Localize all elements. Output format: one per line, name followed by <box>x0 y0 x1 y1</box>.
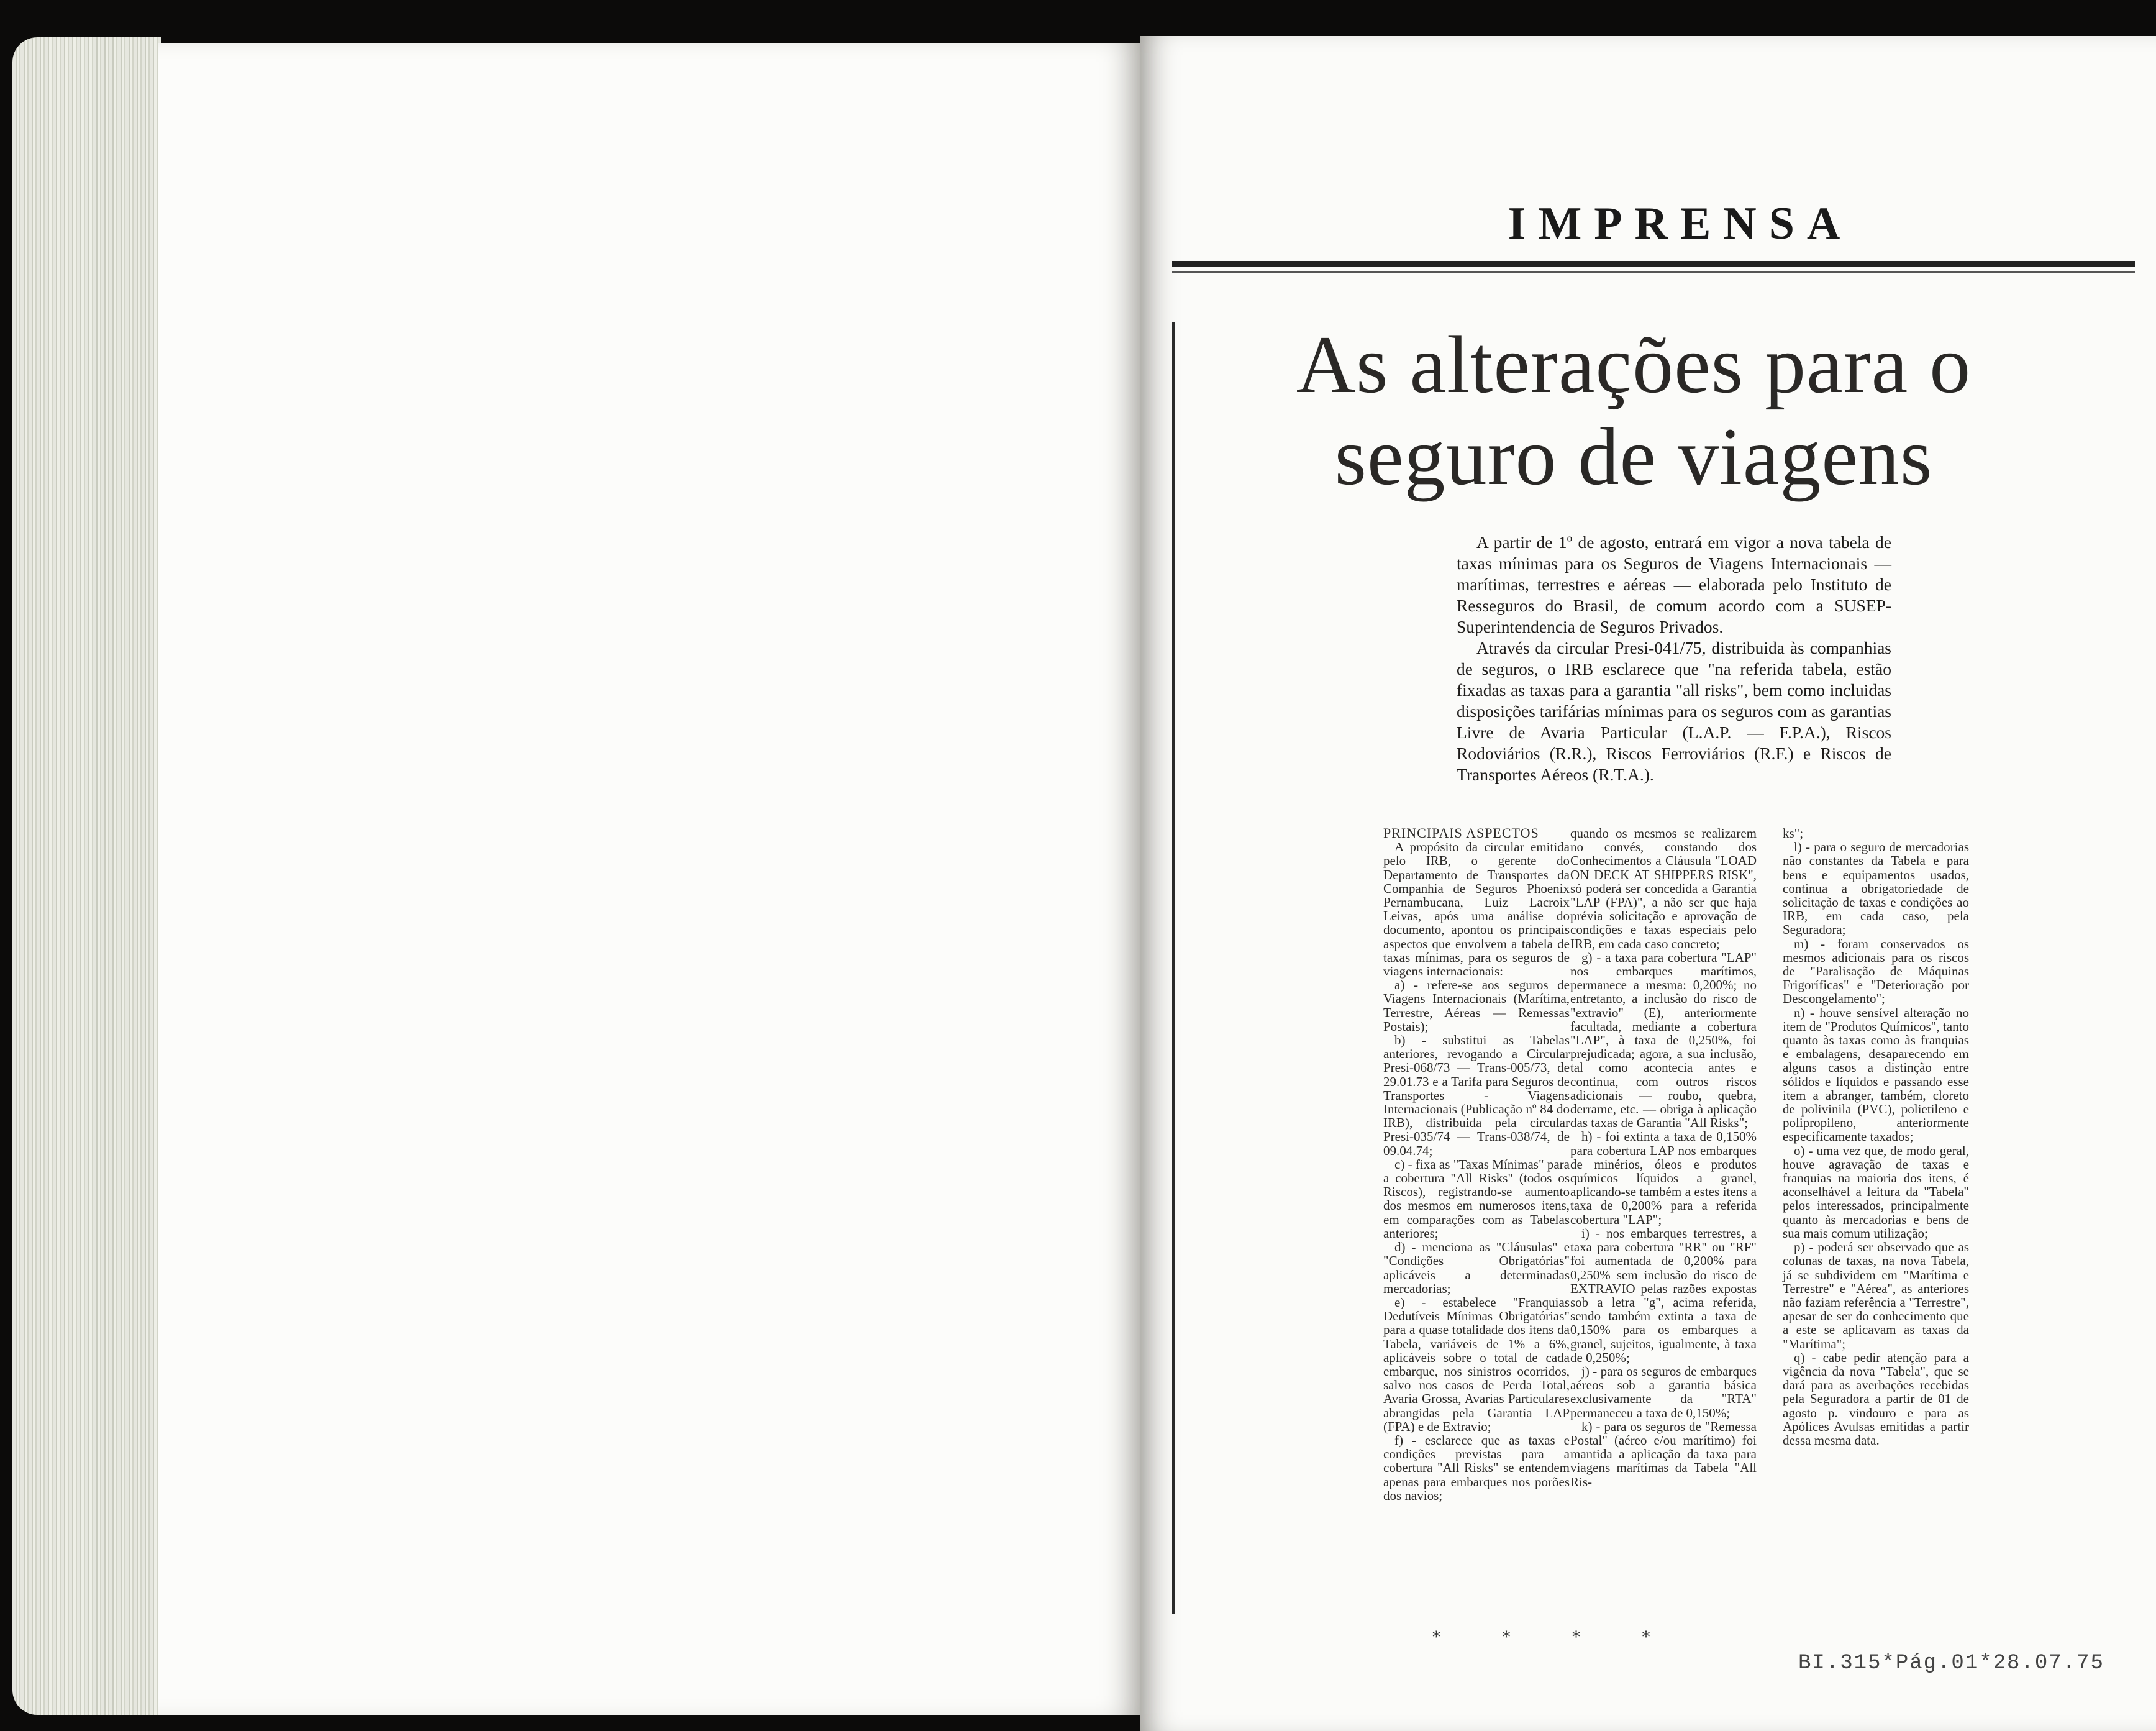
book-page-edges <box>12 37 161 1715</box>
column-paragraph: m) - foram conservados os mesmos adicionais para os riscos de "Paralisação de Máquinas Frigoríficas" e "Deterioração por Descongelamento"; <box>1783 936 1969 1007</box>
column-subhead: PRINCIPAIS ASPECTOS <box>1383 825 1539 841</box>
article-headline <box>1245 319 2022 503</box>
lead-paragraph: A partir de 1º de agosto, entrará em vigor a nova tabela de taxas mínimas para os Seguros de Viagens Internacionais — marítimas, terrestres e aéreas — elaborada pelo Instituto de Resseguros do Brasil, de comum acordo com a SUSEP-Superintendencia de Seguros Privados. <box>1457 532 1891 636</box>
column-paragraph: p) - poderá ser observado que as colunas de taxas, na nova Tabela, já se subdividem em "Marítima e Terrestre" e "Aérea", as anteriores não faziam referência a "Terrestre", apesar de ser do conhecimento que a este se aplicavam as taxas da "Marítima"; <box>1783 1240 1969 1351</box>
column-paragraph: q) - cabe pedir atenção para a vigência da nova "Tabela", que se dará para as averbações recebidas pela Seguradora a partir de 01 de agosto p. vindouro e para as Apólices Avulsas emitidas a partir dessa mesma data. <box>1783 1350 1969 1448</box>
column-paragraph: l) - para o seguro de mercadorias não constantes da Tabela e para bens e equipamentos usados, continua a obrigatoriedade de solicitação de taxas e condições ao IRB, em cada caso, pela Seguradora; <box>1783 839 1969 938</box>
column-paragraph: j) - para os seguros de embarques aéreos sob a garantia básica exclusivamente da "RTA" permaneceu a taxa de 0,150%; <box>1570 1363 1757 1420</box>
column-paragraph: g) - a taxa para cobertura "LAP" nos embarques marítimos, permanece a mesma: 0,200%; no entretanto, a inclusão do risco de "extravio" (E), anteriormente facultada, mediante a cobertura "LAP", à taxa de 0,250%, foi prejudicada; agora, a sua inclusão, tal como acontecia antes e continua, com outros riscos adicionais — roubo, quebra, derrame, etc. — obriga à aplicação das taxas de Garantia "All Risks"; <box>1570 949 1757 1131</box>
column-paragraph: o) - uma vez que, de modo geral, houve agravação de taxas e franquias na maioria dos itens, é aconselhável a leitura da "Tabela" pelos interessados, principalmente quanto às mercadorias e bens de sua mais comum utilização; <box>1783 1143 1969 1241</box>
column-paragraph: c) - fixa as "Taxas Mínimas" para a cobertura "All Risks" (todos os Riscos), registrando-se aumento dos mesmos em numerosos itens, em comparações com as Tabelas anteriores; <box>1383 1156 1570 1241</box>
column-paragraph: k) - para os seguros de "Remessa Postal" (aéreo e/ou marítimo) foi mantida a aplicação da taxa para viagens marítimas da Tabela "All Ris- <box>1570 1418 1757 1489</box>
column-paragraph: d) - menciona as "Cláusulas" e "Condições Obrigatórias" aplicáveis a determinadas mercadorias; <box>1383 1240 1570 1296</box>
column-paragraph: f) - esclarece que as taxas e condições previstas para a cobertura "All Risks" se entendem apenas para embarques nos porões dos navios; <box>1383 1432 1570 1503</box>
column-paragraph: a) - refere-se aos seguros de Viagens Internacionais (Marítima, Terrestre, Aéreas — Remessas Postais); <box>1383 977 1570 1034</box>
page-footer-reference: BI.315*Pág.01*28.07.75 <box>1798 1651 2104 1675</box>
right-page <box>1140 36 2156 1731</box>
column-paragraph: n) - houve sensível alteração no item de "Produtos Químicos", tanto quanto às taxas como às franquias e embalagens, desaparecendo em alguns casos a distinção entre sólidos e líquidos e passando esse item a abranger, também, cloreto de polivinila (PVC), polietileno e polipropileno, anteriormente especificamente taxados; <box>1783 1005 1969 1144</box>
header-rule-thick <box>1172 261 2135 267</box>
article-lead <box>1457 532 1891 785</box>
column-paragraph: quando os mesmos se realizarem no convés, constando dos Conhecimentos a Cláusula "LOAD ON DECK AT SHIPPERS RISK", só poderá ser concedida a Garantia "LAP (FPA)", a não ser que haja prévia solicitação e aprovação de condições e taxas especiais pelo IRB, em cada caso concreto; <box>1570 826 1757 951</box>
article-column-2 <box>1570 826 1757 1489</box>
headline-line-1: As alterações para o <box>1296 319 1972 410</box>
header-rule-thin <box>1172 271 2135 273</box>
column-paragraph: i) - nos embarques terrestres, a taxa para cobertura "RR" ou "RF" foi aumentada de 0,200% para 0,250% sem inclusão do risco de EXTRAVIO pelas razões expostas sob a letra "g", acima referida, sendo também extinta a taxa de 0,150% para os embarques a granel, sujeitos, igualmente, à taxa de 0,250%; <box>1570 1225 1757 1365</box>
column-paragraph: b) - substitui as Tabelas anteriores, revogando a Circular Presi-068/73 — Trans-005/73, de 29.01.73 e a Tarifa para Seguros de Transportes - Viagens Internacionais (Publicação nº 84 do IRB), distribuida pela circular Presi-035/74 — Trans-038/74, de 09.04.74; <box>1383 1033 1570 1158</box>
article-column-1 <box>1383 826 1570 1502</box>
lead-paragraph: Através da circular Presi-041/75, distribuida às companhias de seguros, o IRB esclarece que "na referida tabela, estão fixadas as taxas para a garantia "all risks", bem como incluidas disposições tarifárias mínimas para os seguros com as garantias Livre de Avaria Particular (L.A.P. — F.P.A.), Riscos Rodoviários (R.R.), Riscos Ferroviários (R.F.) e Riscos de Transportes Aéreos (R.T.A.). <box>1457 638 1891 784</box>
column-paragraph: e) - estabelece "Franquias Dedutíveis Mínimas Obrigatórias" para a quase totalidade dos itens da Tabela, variáveis de 1% a 6%, aplicáveis sobre o total de cada embarque, nos sinistros ocorridos, salvo nos casos de Perda Total, Avaria Grossa, Avarias Particulares abrangidas pela Garantia LAP (FPA) e de Extravio; <box>1383 1294 1570 1434</box>
column-paragraph: h) - foi extinta a taxa de 0,150% para cobertura LAP nos embarques de minérios, óleos e produtos químicos líquidos a granel, aplicando-se também a estes itens a taxa de 0,200% para a referida cobertura "LAP"; <box>1570 1129 1757 1227</box>
column-paragraph: ks"; <box>1783 826 1804 841</box>
headline-line-2: seguro de viagens <box>1334 411 1933 502</box>
ornament-stars: * * * * <box>1432 1627 1651 1647</box>
article-column-3 <box>1783 826 1969 1447</box>
left-blank-page <box>158 43 1140 1715</box>
section-header: IMPRENSA <box>1508 198 1853 249</box>
column-paragraph: A propósito da circular emitida pelo IRB, o gerente do Departamento de Transportes da Companhia de Seguros Phoenix Pernambucana, Luiz Lacroix Leivas, após uma análise do documento, apontou os principais aspectos que envolvem a tabela de taxas mínimas, para os seguros de viagens internacionais: <box>1383 839 1570 979</box>
column-side-rule <box>1172 322 1175 1614</box>
